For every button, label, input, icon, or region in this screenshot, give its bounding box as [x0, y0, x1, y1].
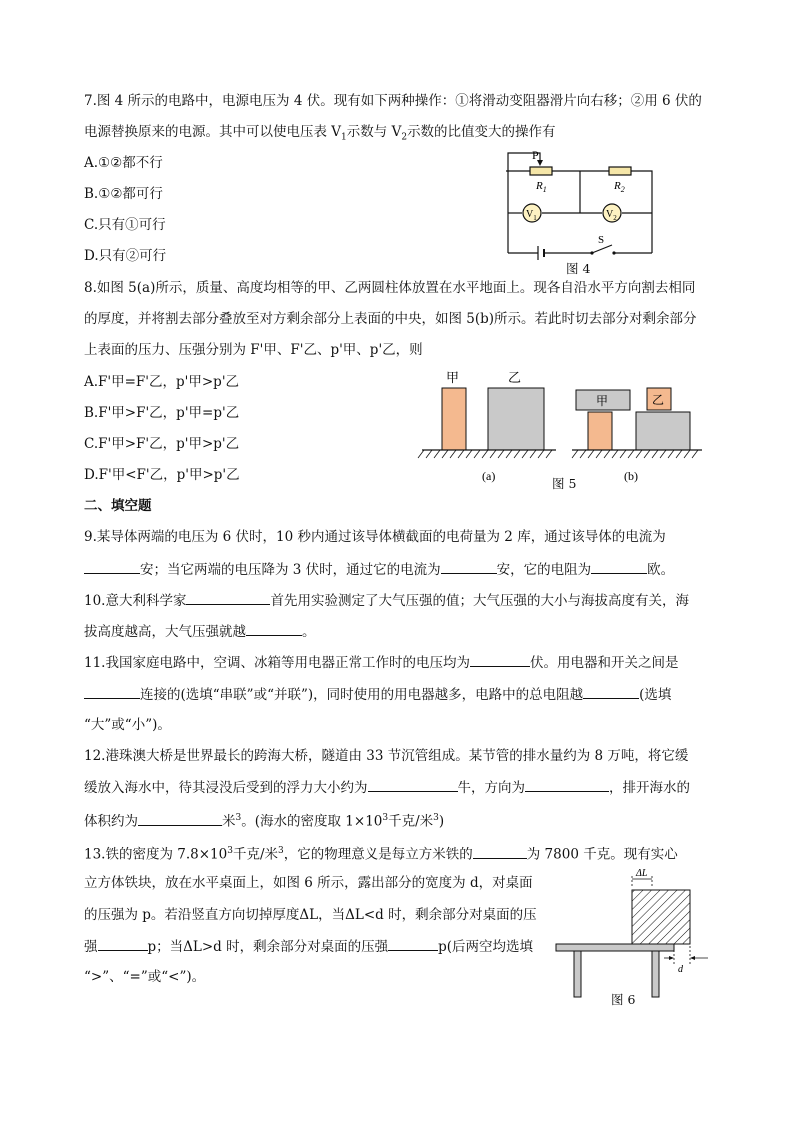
fig5-label-b: (b): [624, 469, 638, 483]
q8-stem-line3: 上表面的压力、压强分别为 F'甲、F'乙、p'甲、p'乙，则: [84, 342, 423, 358]
q10-blank-1: [186, 591, 270, 605]
q10-line1: 10.意大利科学家 首先用实验测定了大气压强的值；大气压强的大小与海拔高度有关，海: [84, 593, 689, 609]
q12-line2: 缓放入海水中，待其浸没后受到的浮力大小约为 牛，方向为 ，排开海水的: [84, 780, 690, 796]
fig5a-yi-label: 乙: [508, 371, 522, 386]
figure-4-circuit: [496, 145, 666, 275]
q11-blank-1: [470, 653, 530, 667]
q7-stem-line1: 7.图 4 所示的电路中，电源电压为 4 伏。现有如下两种操作：①将滑动变阻器滑片向右移；②用 6 伏的: [84, 93, 702, 109]
q11-blank-2: [84, 685, 140, 699]
fig5-label-a: (a): [482, 469, 496, 483]
q13-line5: “>”、“=”或“<”)。: [84, 969, 206, 985]
q13-line2: 立方体铁块，放在水平桌面上，如图 6 所示，露出部分的宽度为 d，对桌面: [84, 875, 533, 891]
svg-text:S: S: [598, 234, 605, 246]
q13-line1: 13.铁的密度为 $7.8\times 10^3$千克/米$^3$，它的物理意义是每立方米铁的 为 7800 千克。现有实心: [84, 846, 678, 863]
q8-option-d: D.F'甲<F'乙，p'甲>p'乙: [84, 467, 240, 483]
q11-line3: “大”或“小”)。: [84, 717, 171, 733]
q11-line2: 连接的(选填“串联”或“并联”)，同时使用的用电器越多，电路中的总电阻越 (选填: [84, 685, 671, 704]
q7-option-c: C.只有①可行: [84, 217, 166, 233]
q13-blank-3: [388, 937, 438, 951]
q12-blank-3: [138, 812, 222, 826]
q8-option-a: A.F'甲=F'乙，p'甲>p'乙: [84, 374, 240, 390]
q12-line1: 12.港珠澳大桥是世界最长的跨海大桥，隧道由 33 节沉管组成。某节管的排水量约为 8 万吨，将它缓: [84, 748, 689, 764]
fig6-d-label: d: [678, 964, 683, 975]
q8-option-b: B.F'甲>F'乙，p'甲=p'乙: [84, 405, 240, 421]
q13-blank-2: [98, 937, 148, 951]
q11-blank-3: [583, 685, 639, 699]
fig5b-yi-label: 乙: [652, 393, 665, 407]
q9-line1: 9.某导体两端的电压为 6 伏时，10 秒内通过该导体横截面的电荷量为 2 库，通过该导体的电流为: [84, 529, 666, 545]
q9-blank-2: [441, 560, 497, 574]
figure-6-caption: 图 6: [611, 992, 636, 1007]
figure-5-caption: 图 5: [552, 476, 577, 491]
q8-stem-line1: 8.如图 5(a)所示，质量、高度均相等的甲、乙两圆柱体放置在水平地面上。现各自沿水平方向割去相同: [84, 280, 696, 296]
q8-option-c: C.F'甲>F'乙，p'甲>p'乙: [84, 436, 240, 452]
q13-blank-1: [473, 845, 527, 859]
section-title-fill-in: 二、填空题: [84, 498, 152, 514]
q10-line2: 拔高度越高，大气压强就越 。: [84, 624, 316, 640]
svg-text:R1: $R_1$: [536, 180, 547, 194]
figure-5-cylinders: [416, 364, 706, 486]
q13-line3: 的压强为 p。若沿竖直方向切掉厚度ΔL，当ΔL<d 时，剩余部分对桌面的压: [84, 907, 537, 923]
svg-text:V2: $V_2$: [606, 209, 617, 222]
q7-stem-line2: 电源替换原来的电源。其中可以使电压表 $V_1$示数与 $V_2$示数的比值变大的操作有: [84, 124, 556, 143]
fig4-p-label: P: [532, 148, 539, 162]
figure-6-block-on-table: [552, 862, 722, 1002]
fig5b-jia-label: 甲: [596, 394, 609, 408]
q12-line3: 体积约为 米$^3$。(海水的密度取 $1\times 10^3$千克/米$^3$): [84, 813, 445, 830]
q9-blank-3: [591, 560, 647, 574]
q8-stem-line2: 的厚度，并将割去部分叠放至对方剩余部分上表面的中央，如图 5(b)所示。若此时切去部分对剩余部分: [84, 311, 697, 327]
svg-text:V1: $V_1$: [526, 209, 537, 222]
q9-blank-1: [84, 560, 140, 574]
q13-line4: 强 p；当ΔL>d 时，剩余部分对桌面的压强 p(后两空均选填: [84, 939, 534, 955]
q7-option-b: B.①②都可行: [84, 186, 163, 202]
q12-blank-1: [368, 778, 458, 792]
q7-option-a: A.①②都不行: [84, 155, 163, 171]
svg-text:R2: $R_2$: [614, 180, 625, 194]
q7-option-d: D.只有②可行: [84, 248, 167, 264]
fig5a-jia-label: 甲: [446, 371, 460, 386]
q10-blank-2: [246, 622, 302, 636]
q9-line2: 安；当它两端的电压降为 3 伏时，通过它的电流为 安，它的电阻为 欧。: [84, 560, 674, 579]
fig6-dl-label: ΔL: [636, 868, 648, 879]
q11-line1: 11.我国家庭电路中，空调、冰箱等用电器正常工作时的电压均为 伏。用电器和开关之间是: [84, 655, 679, 671]
q12-blank-2: [525, 778, 609, 792]
figure-4-caption: 图 4: [566, 261, 591, 276]
